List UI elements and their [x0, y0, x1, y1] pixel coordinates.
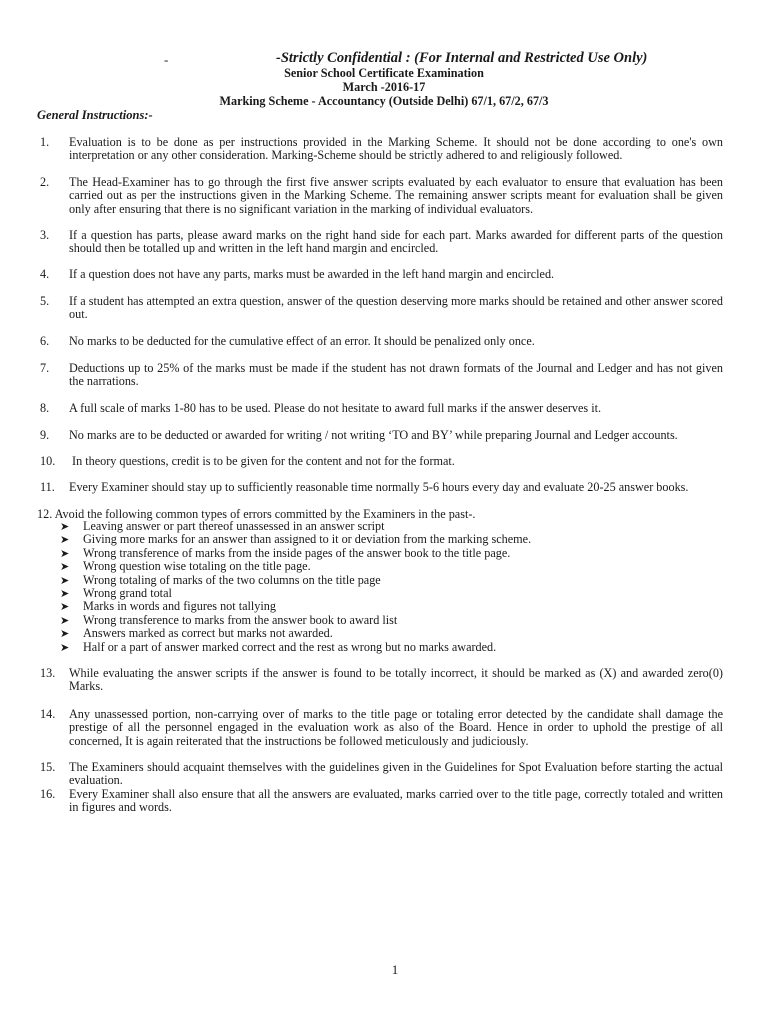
list-item: [60, 587, 531, 600]
instruction-text: Every Examiner shall also ensure that all the answers are evaluated, marks carried over to the title page, correctly totaled and written in figures and words.: [69, 787, 723, 815]
arrow-bullet-icon: ➤: [60, 587, 70, 600]
instruction-text: In theory questions, credit is to be given for the content and not for the format.: [69, 454, 455, 468]
instruction-number: 7.: [40, 361, 50, 375]
page-number: 1: [391, 962, 399, 977]
instruction-text: If a question has parts, please award marks on the right hand side for each part. Marks awarded for different parts of the question should then be totalled up and written in the left hand margin and encircled.: [69, 228, 723, 256]
arrow-bullet-icon: ➤: [60, 561, 70, 574]
list-item-text: Answers marked as correct but marks not awarded.: [83, 626, 333, 641]
instruction-text: No marks are to be deducted or awarded for writing / not writing ‘TO and BY’ while preparing Journal and Ledger accounts.: [69, 428, 678, 442]
instruction-text: If a question does not have any parts, marks must be awarded in the left hand margin and encircled.: [69, 267, 555, 281]
list-item-text: Half or a part of answer marked correct and the rest as wrong but no marks awarded.: [83, 639, 497, 654]
list-item: [60, 560, 531, 573]
list-item-text: Marks in words and figures not tallying: [83, 599, 276, 614]
exam-title: Senior School Certificate Examination: [284, 66, 484, 80]
instruction-14: [40, 708, 723, 748]
instruction-text: The Head-Examiner has to go through the first five answer scripts evaluated by each evaluator to ensure that evaluation has been carried out as per the instructions given in the Marking Scheme. The remaining answer scripts meant for evaluation shall be given only after ensuring that there is no significant variation in the marking of individual evaluators.: [69, 175, 723, 216]
exam-session: March -2016-17: [342, 80, 426, 94]
instruction-number: 8.: [40, 401, 50, 415]
marking-scheme-title: Marking Scheme - Accountancy (Outside Delhi) 67/1, 67/2, 67/3: [219, 94, 549, 108]
instruction-number: 5.: [40, 294, 50, 308]
list-item: [60, 520, 531, 533]
instruction-number: 13.: [40, 666, 56, 680]
instruction-number: 1.: [40, 135, 50, 149]
arrow-bullet-icon: ➤: [60, 521, 70, 533]
instruction-text: Any unassessed portion, non-carrying over of marks to the title page or totaling error detected by the candidate shall damage the prestige of all the personnel engaged in the evaluation work as also of the Board. Hence in order to uphold the prestige of all concerned, It is again reiterated that the instructions be followed meticulously and judiciously.: [69, 707, 723, 748]
instruction-number: 3.: [40, 228, 50, 242]
instruction-text: Deductions up to 25% of the marks must be made if the student has not drawn formats of the Journal and Ledger and has not given the narrations.: [69, 361, 723, 389]
instruction-text: Every Examiner should stay up to sufficiently reasonable time normally 5-6 hours every day and evaluate 20-25 answer books.: [69, 480, 689, 494]
list-item-text: Giving more marks for an answer than assigned to it or deviation from the marking scheme.: [83, 532, 532, 547]
list-item-text: Wrong question wise totaling on the title page.: [83, 559, 311, 574]
list-item: [60, 533, 531, 546]
instruction-number: 11.: [40, 480, 55, 494]
instruction-12: 12. Avoid the following common types of errors committed by the Examiners in the past-.: [37, 507, 476, 521]
arrow-bullet-icon: ➤: [60, 534, 70, 547]
arrow-bullet-icon: ➤: [60, 601, 70, 614]
arrow-bullet-icon: ➤: [60, 574, 70, 587]
instruction-9: [40, 429, 723, 442]
instruction-4: [40, 268, 723, 281]
list-item: [60, 627, 531, 640]
list-item: [60, 641, 531, 654]
instruction-6: [40, 335, 723, 348]
confidential-notice: -Strictly Confidential : (For Internal and Restricted Use Only): [276, 50, 648, 66]
arrow-bullet-icon: ➤: [60, 547, 70, 560]
list-item-text: Wrong totaling of marks of the two columns on the title page: [83, 572, 381, 587]
instruction-text: If a student has attempted an extra question, answer of the question deserving more marks should be retained and other answer scored out.: [69, 294, 723, 322]
instruction-10: [40, 455, 723, 468]
list-item-text: Wrong transference to marks from the answer book to award list: [83, 612, 398, 627]
instruction-8: [40, 402, 723, 415]
header-dash: -: [164, 52, 169, 67]
list-item-text: Leaving answer or part thereof unassessed in an answer script: [83, 519, 385, 533]
instruction-1: [40, 136, 723, 163]
instruction-11: [40, 481, 723, 494]
list-item-text: Wrong transference of marks from the inside pages of the answer book to the title page.: [83, 545, 511, 560]
section-title: General Instructions:-: [37, 108, 153, 122]
instruction-2: [40, 176, 723, 216]
list-item: [60, 600, 531, 613]
arrow-bullet-icon: ➤: [60, 641, 70, 654]
instruction-text: No marks to be deducted for the cumulative effect of an error. It should be penalized only once.: [69, 334, 535, 348]
instruction-text: The Examiners should acquaint themselves with the guidelines given in the Guidelines for Spot Evaluation before starting the actual evaluation.: [69, 760, 723, 788]
instruction-number: 15.: [40, 760, 56, 774]
instruction-16: [40, 788, 723, 815]
instruction-13: [40, 667, 723, 694]
instruction-15: [40, 761, 723, 788]
error-list: [60, 520, 531, 654]
instruction-number: 2.: [40, 175, 50, 189]
instruction-text: Evaluation is to be done as per instructions provided in the Marking Scheme. It should not be done according to one's own interpretation or any other consideration. Marking-Scheme should be strictly adhered to and religiously followed.: [69, 135, 723, 163]
instruction-number: 10.: [40, 454, 56, 468]
instruction-number: 14.: [40, 707, 56, 721]
arrow-bullet-icon: ➤: [60, 628, 70, 641]
instruction-3: [40, 229, 723, 256]
arrow-bullet-icon: ➤: [60, 614, 70, 627]
list-item: [60, 614, 531, 627]
instruction-7: [40, 362, 723, 389]
list-item: [60, 547, 531, 560]
instruction-text: While evaluating the answer scripts if the answer is found to be totally incorrect, it should be marked as (X) and awarded zero(0) Marks.: [69, 666, 723, 694]
instruction-number: 4.: [40, 267, 50, 281]
instruction-number: 16.: [40, 787, 56, 801]
instruction-text: A full scale of marks 1-80 has to be used. Please do not hesitate to award full marks if the answer deserves it.: [69, 401, 602, 415]
instruction-number: 9.: [40, 428, 50, 442]
list-item: [60, 574, 531, 587]
instruction-number: 6.: [40, 334, 50, 348]
instruction-5: [40, 295, 723, 322]
list-item-text: Wrong grand total: [83, 585, 172, 600]
